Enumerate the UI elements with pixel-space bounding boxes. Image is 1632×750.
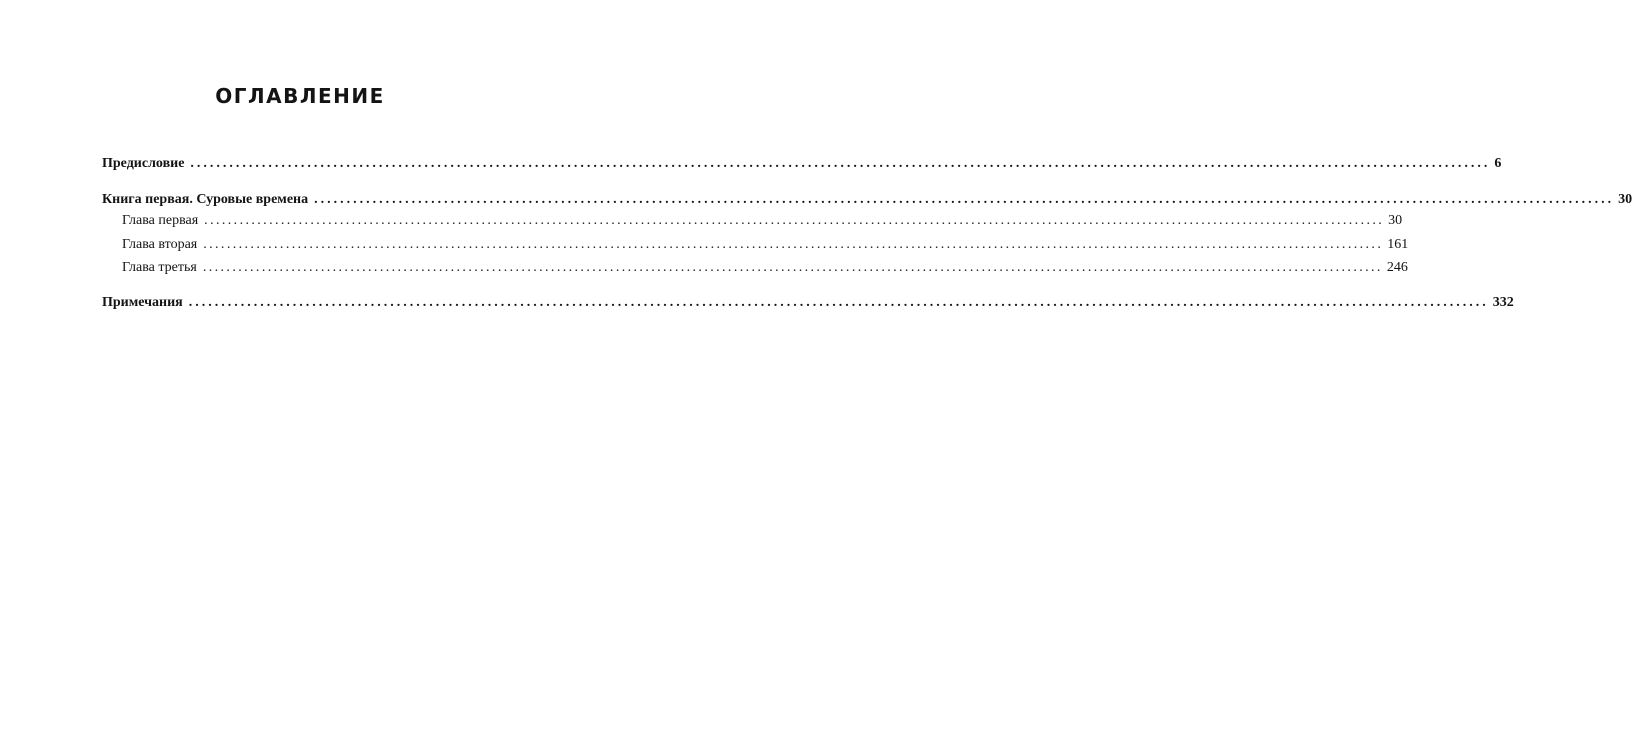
toc-entry-label: Глава третья bbox=[122, 260, 197, 275]
toc-entry-preface bbox=[102, 154, 1502, 174]
toc-entry-label: Предисловие bbox=[102, 156, 185, 171]
dot-leader: ........................................................................................................................................................................................................ bbox=[188, 295, 1489, 310]
toc-entry-chapter-one bbox=[122, 211, 1403, 231]
dot-leader: ........................................................................................................................................................................................................ bbox=[203, 237, 1384, 252]
toc-entry-chapter-three bbox=[122, 258, 1408, 278]
toc-entry-page: 246 bbox=[1386, 260, 1408, 275]
toc-entry-label: Книга первая. Суровые времена bbox=[102, 192, 309, 207]
toc-entry-page: 30 bbox=[1618, 192, 1632, 207]
dot-leader: ........................................................................................................................................................................................................ bbox=[190, 156, 1491, 171]
toc-entry-label: Глава первая bbox=[122, 213, 199, 228]
toc-entry-page: 30 bbox=[1388, 213, 1403, 228]
toc-entry-chapter-two bbox=[122, 235, 1409, 255]
toc-entry-page: 332 bbox=[1492, 295, 1514, 310]
dot-leader: ........................................................................................................................................................................................................ bbox=[314, 192, 1615, 207]
page-title: ОГЛАВЛЕНИЕ bbox=[215, 84, 385, 108]
toc-entry-label: Примечания bbox=[102, 295, 183, 310]
toc-entry-book-one bbox=[102, 190, 1632, 210]
toc-entry-notes bbox=[102, 293, 1514, 313]
dot-leader: ........................................................................................................................................................................................................ bbox=[202, 260, 1383, 275]
dot-leader: ........................................................................................................................................................................................................ bbox=[204, 213, 1385, 228]
toc-entry-label: Глава вторая bbox=[122, 237, 198, 252]
toc-entry-page: 161 bbox=[1387, 237, 1409, 252]
toc-entry-page: 6 bbox=[1494, 156, 1502, 171]
